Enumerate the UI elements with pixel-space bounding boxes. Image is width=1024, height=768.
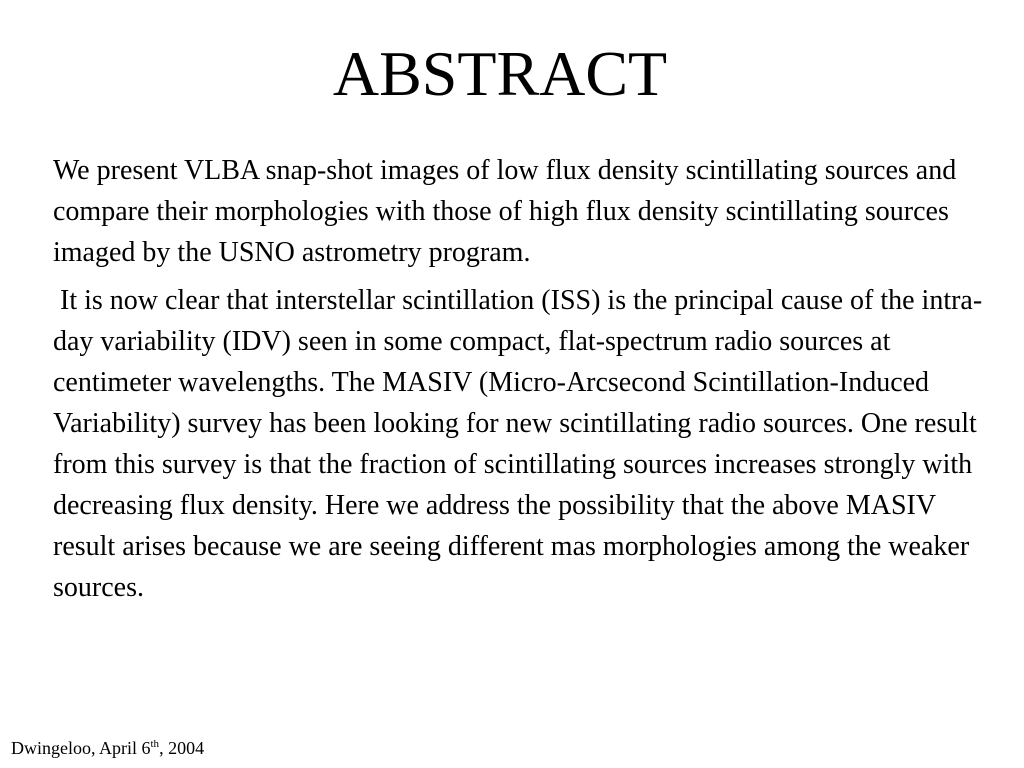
footer-superscript: th <box>150 738 160 750</box>
abstract-paragraph-1: We present VLBA snap-shot images of low flux density scintillating sources and compare their morphologies with those of high flux density scintillating sources imaged by the USNO astrometry program. <box>53 155 957 268</box>
abstract-body <box>53 150 988 608</box>
footer-date-location <box>11 737 204 759</box>
footer-prefix: Dwingeloo, April 6 <box>11 738 151 758</box>
footer-suffix: , 2004 <box>159 738 205 758</box>
abstract-paragraph-2: It is now clear that interstellar scintillation (ISS) is the principal cause of the intra-day variability (IDV) seen in some compact, flat-spectrum radio sources at centimeter wavelengths. The MASIV (Micro-Arcsecond Scintillation-Induced Variability) survey has been looking for new scintillating radio sources. One result from this survey is that the fraction of scintillating sources increases strongly with decreasing flux density. Here we address the possibility that the above MASIV result arises because we are seeing different mas morphologies among the weaker sources. <box>53 285 984 603</box>
slide-title: ABSTRACT <box>332 38 668 109</box>
